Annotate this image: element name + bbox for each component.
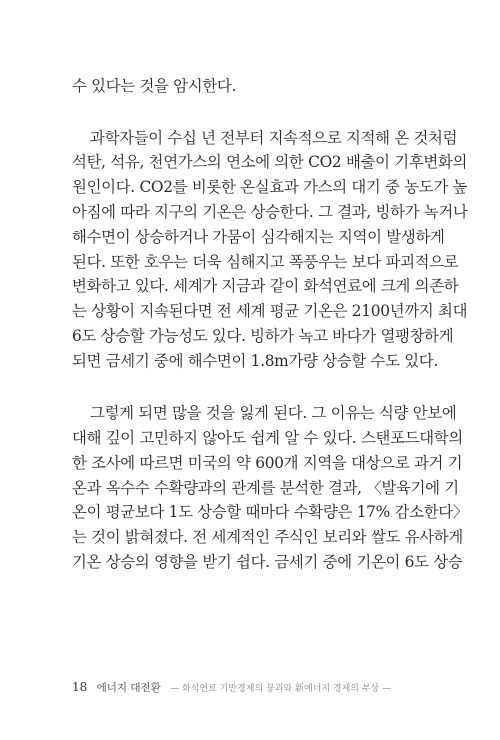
paragraph-2-line-1: 과학자들이 수십 년 전부터 지속적으로 지적해 온 것처럼	[90, 129, 458, 147]
paragraph-2-line-4: 아짐에 따라 지구의 기온은 상승한다. 그 결과, 빙하가 녹거나	[72, 203, 468, 221]
paragraph-2-line-3: 원인이다. CO2를 비롯한 온실효과 가스의 대기 중 농도가 높	[72, 178, 468, 196]
paragraph-1-line-1: 수 있다는 것을 암시한다.	[72, 77, 237, 95]
paragraph-3-line-1: 그렇게 되면 많을 것을 잃게 된다. 그 이유는 식량 안보에	[90, 404, 457, 422]
paragraph-2-line-6: 된다. 또한 호우는 더욱 심해지고 폭풍우는 보다 파괴적으로	[72, 253, 459, 271]
paragraph-3-line-3: 한 조사에 따르면 미국의 약 600개 지역을 대상으로 과거 기	[72, 454, 463, 472]
paragraph-2-line-5: 해수면이 상승하거나 가뭄이 심각해지는 지역이 발생하게	[72, 228, 445, 246]
paragraph-3-line-2: 대해 깊이 고민하지 않아도 쉽게 알 수 있다. 스탠포드대학의	[72, 429, 463, 447]
paragraph-2-line-10: 되면 금세기 중에 해수면이 1.8m가량 상승할 수도 있다.	[72, 352, 438, 370]
paragraph-3-line-6: 는 것이 밝혀졌다. 전 세계적인 주식인 보리와 쌀도 유사하게	[72, 528, 463, 546]
paragraph-3-line-7: 기온 상승의 영향을 받기 쉽다. 금세기 중에 기온이 6도 상승	[72, 553, 463, 571]
paragraph-2-line-9: 6도 상승할 가능성도 있다. 빙하가 녹고 바다가 열팽창하게	[72, 327, 454, 345]
page-number: 18	[72, 680, 88, 694]
paragraph-3-line-4: 온과 옥수수 수확량과의 관계를 분석한 결과, 〈발육기에 기	[72, 479, 459, 497]
paragraph-2-line-2: 석탄, 석유, 천연가스의 연소에 의한 CO2 배출이 기후변화의	[72, 153, 468, 171]
paragraph-3-line-5: 온이 평균보다 1도 상승할 때마다 수확량은 17% 감소한다〉	[72, 503, 468, 521]
paragraph-2-line-8: 는 상황이 지속된다면 전 세계 평균 기온은 2100년까지 최대	[72, 302, 468, 320]
book-subtitle: — 화석연료 기반경제의 붕괴와 新에너지 경제의 부상 —	[170, 684, 392, 694]
paragraph-2-line-7: 변화하고 있다. 세계가 지금과 같이 화석연료에 크게 의존하	[72, 277, 459, 295]
book-title: 에너지 대전환	[96, 682, 161, 694]
page-footer	[72, 680, 428, 696]
